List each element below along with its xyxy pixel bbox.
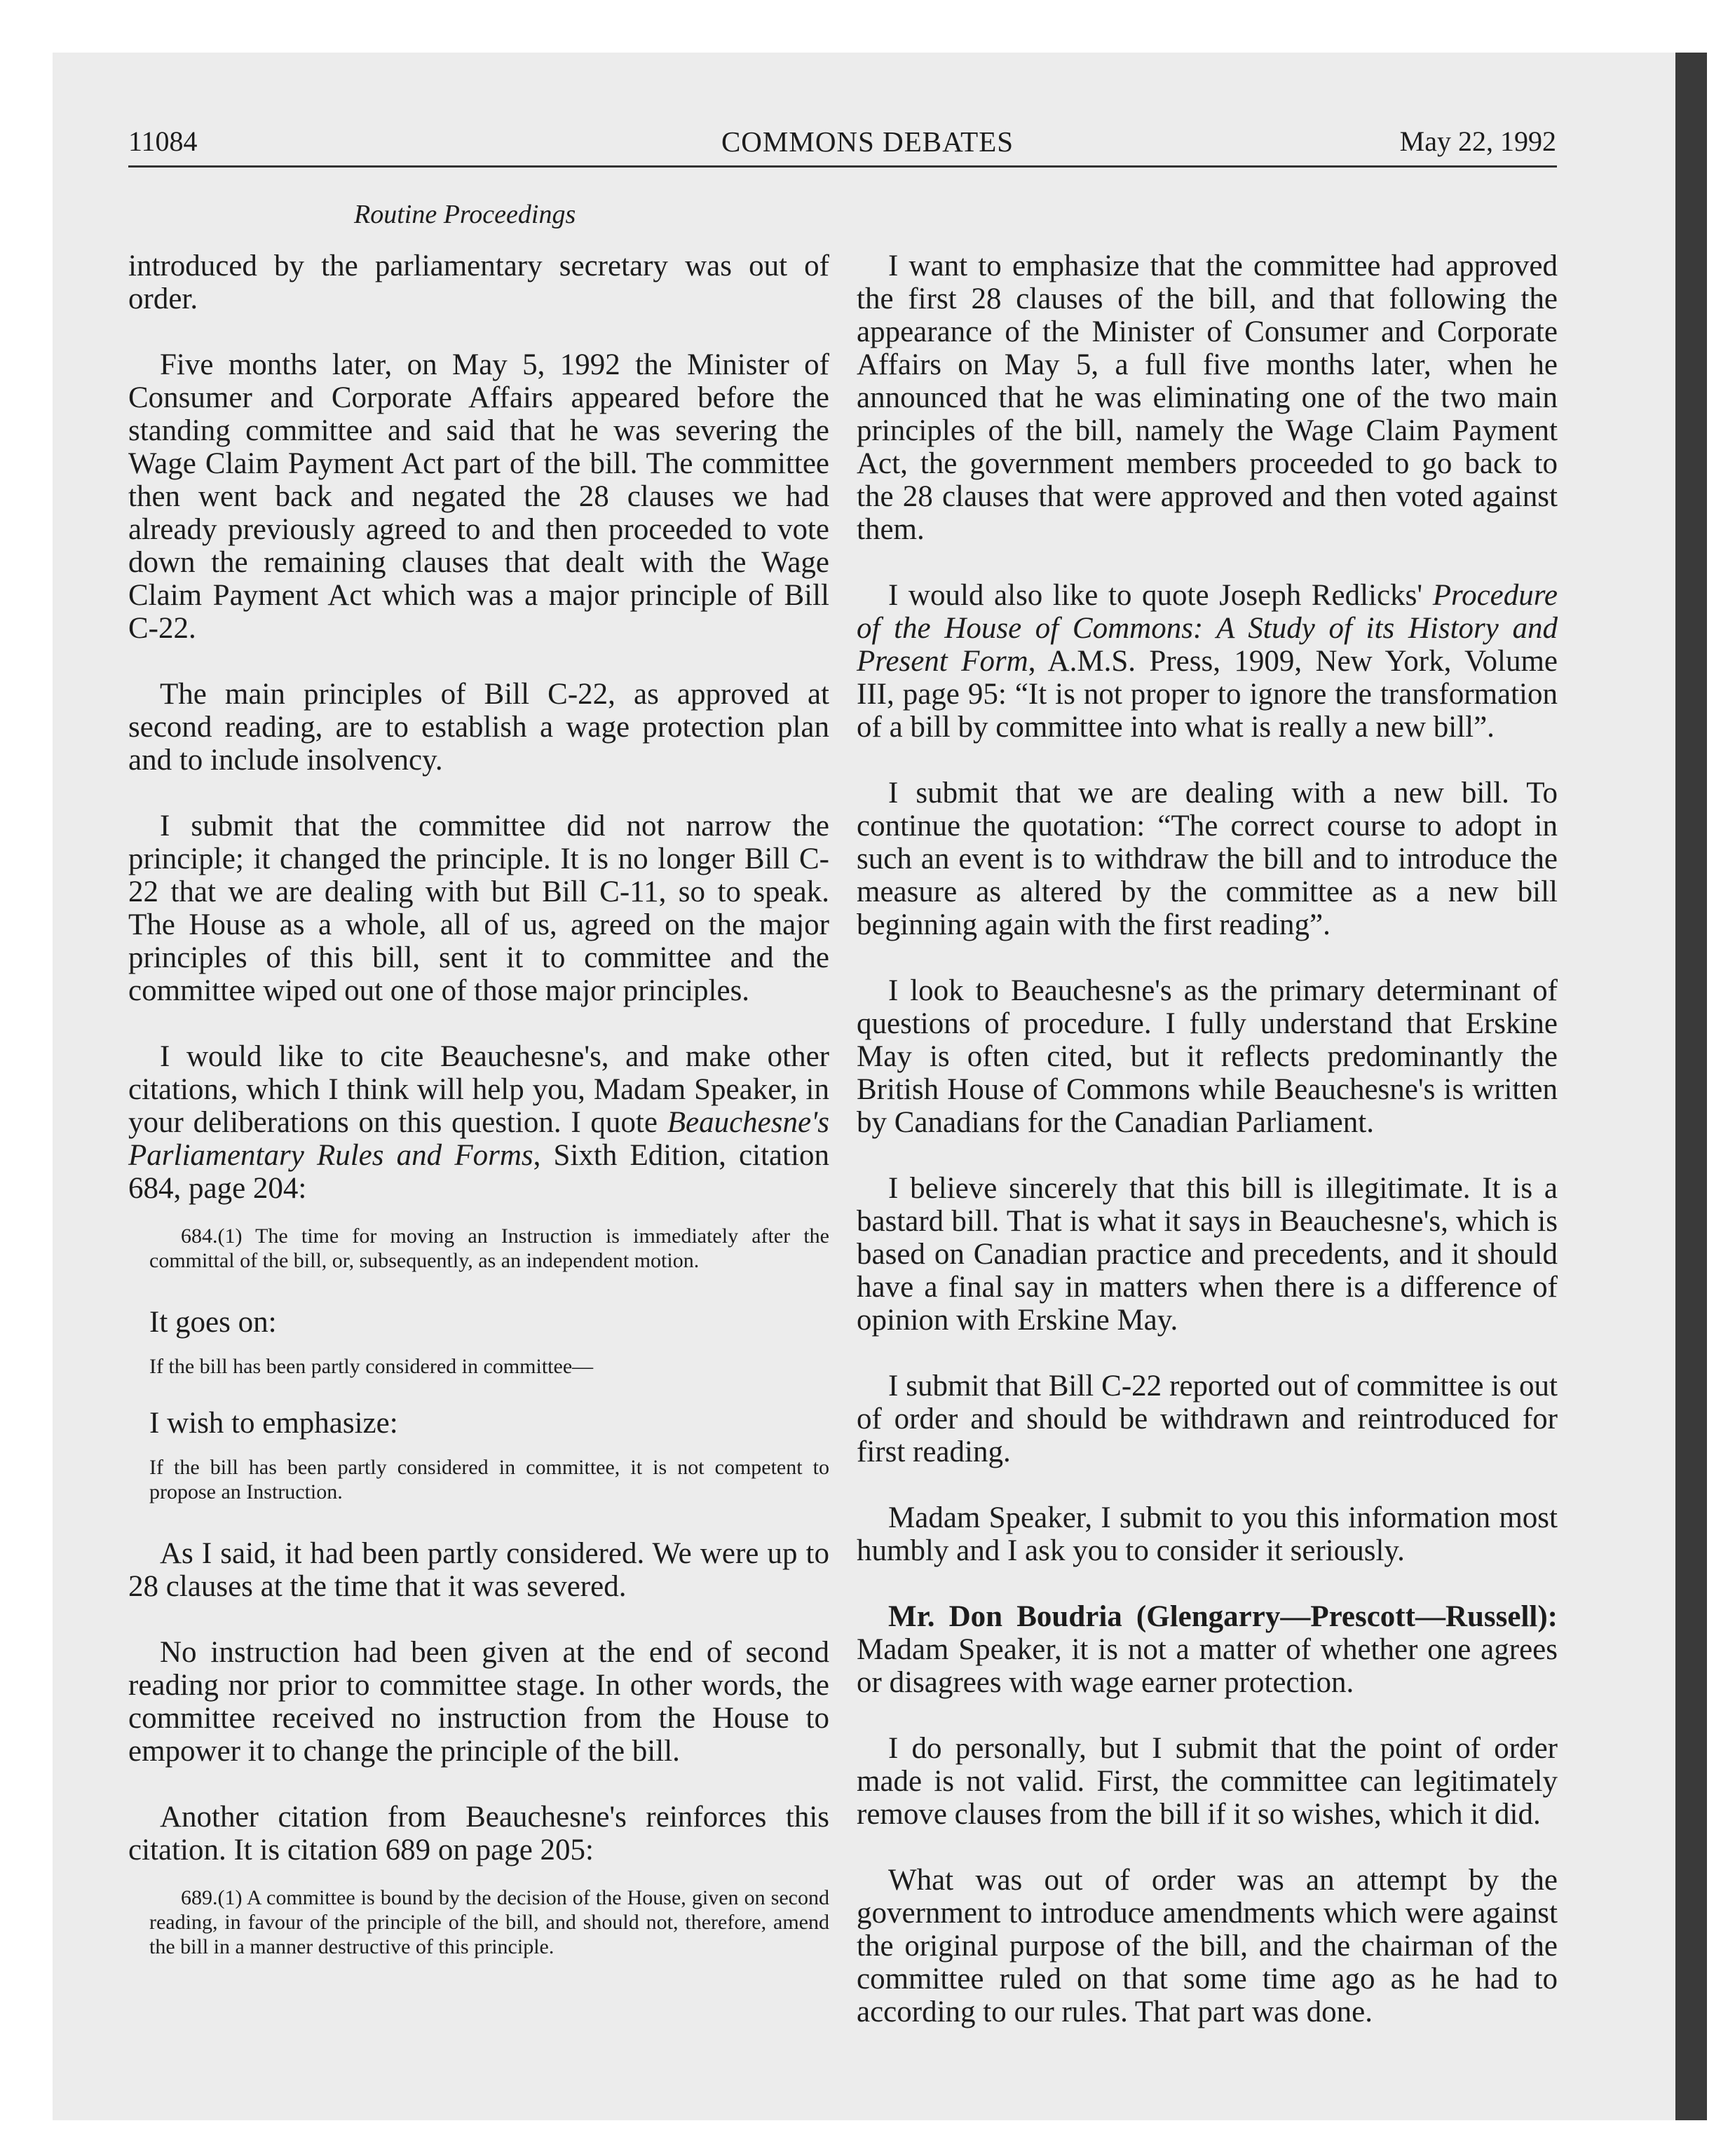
paragraph: introduced by the parliamentary secretary was out of order.: [128, 250, 829, 315]
paragraph: Madam Speaker, I submit to you this information most humbly and I ask you to consider it seriously.: [857, 1501, 1558, 1567]
page-number: 11084: [128, 125, 198, 157]
block-quote: If the bill has been partly considered in committee—: [149, 1355, 594, 1378]
publication-date: May 22, 1992: [1399, 125, 1556, 157]
block-quote: 689.(1) A committee is bound by the decision of the House, given on second reading, in favour of the principle of the bill, and should not, therefore, amend the bill in a manner destructive of this principle.: [149, 1886, 829, 1958]
speaker-name: Mr. Don Boudria (Glengarry—Prescott—Russell):: [888, 1600, 1558, 1633]
paragraph: What was out of order was an attempt by the government to introduce amendments which were against the original purpose of the bill, and the chairman of the committee ruled on that some time ago as he had to according to our rules. That part was done.: [857, 1864, 1558, 2028]
paragraph: I want to emphasize that the committee had approved the first 28 clauses of the bill, and that following the appearance of the Minister of Consumer and Corporate Affairs on May 5, a full five months later, when he announced that he was eliminating one of the two main principles of the bill, namely the Wage Claim Payment Act, the government members proceeded to go back to the 28 clauses that were approved and then voted against them.: [857, 250, 1558, 546]
header-rule: [128, 165, 1557, 168]
publication-title: COMMONS DEBATES: [721, 125, 1014, 158]
paragraph: [857, 1600, 1558, 1699]
section-title: Routine Proceedings: [354, 200, 576, 229]
right-column: [857, 250, 1558, 2061]
paragraph: I believe sincerely that this bill is illegitimate. It is a bastard bill. That is what it says in Beauchesne's, which is based on Canadian practice and precedents, and it should have a final say in matters when there is a difference of opinion with Erskine May.: [857, 1172, 1558, 1337]
block-quote: 684.(1) The time for moving an Instruction is immediately after the committal of the bill, or, subsequently, as an independent motion.: [149, 1224, 829, 1272]
paragraph-text: I would like to cite Beauchesne's, and make other citations, which I think will help you, Madam Speaker, in your deliberations on this question. I quote: [128, 1040, 829, 1139]
paragraph: [857, 579, 1558, 744]
cited-work-title: Beauchesne's Parliamentary Rules and Forms: [128, 1106, 829, 1172]
paragraph-text: , Sixth Edition, citation 684, page 204:: [128, 1139, 829, 1205]
paragraph: Another citation from Beauchesne's reinforces this citation. It is citation 689 on page 205:: [128, 1801, 829, 1867]
paragraph-text: I would also like to quote Joseph Redlicks': [888, 579, 1433, 612]
paragraph-text: Madam Speaker, it is not a matter of whether one agrees or disagrees with wage earner protection.: [857, 1633, 1558, 1699]
paragraph: No instruction had been given at the end of second reading nor prior to committee stage. In other words, the committee received no instruction from the House to empower it to change the principle of the bill.: [128, 1636, 829, 1768]
paragraph: I submit that the committee did not narrow the principle; it changed the principle. It is no longer Bill C-22 that we are dealing with but Bill C-11, so to speak. The House as a whole, all of us, agreed on the major principles of this bill, sent it to committee and the committee wiped out one of those major principles.: [128, 810, 829, 1007]
paragraph: I submit that Bill C-22 reported out of committee is out of order and should be withdrawn and reintroduced for first reading.: [857, 1370, 1558, 1468]
paragraph: Five months later, on May 5, 1992 the Minister of Consumer and Corporate Affairs appeared before the standing committee and said that he was severing the Wage Claim Payment Act part of the bill. The committee then went back and negated the 28 clauses we had already previously agreed to and then proceeded to vote down the remaining clauses that dealt with the Wage Claim Payment Act which was a major principle of Bill C-22.: [128, 348, 829, 645]
paragraph: As I said, it had been partly considered. We were up to 28 clauses at the time that it was severed.: [128, 1537, 829, 1603]
paragraph: I submit that we are dealing with a new bill. To continue the quotation: “The correct course to adopt in such an event is to withdraw the bill and to introduce the measure as altered by the committee as a new bill beginning again with the first reading”.: [857, 777, 1558, 941]
block-quote: If the bill has been partly considered in committee, it is not competent to propose an Instruction.: [149, 1456, 829, 1503]
scan-edge-bar: [1675, 53, 1707, 2120]
paragraph: I look to Beauchesne's as the primary determinant of questions of procedure. I fully understand that Erskine May is often cited, but it reflects predominantly the British House of Commons while Beauchesne's is written by Canadians for the Canadian Parliament.: [857, 974, 1558, 1139]
paragraph: [128, 1040, 829, 1205]
paragraph: It goes on:: [149, 1306, 277, 1339]
cited-work-title: Procedure of the House of Commons: A Study of its History and Present Form: [857, 579, 1558, 678]
paragraph-text: , A.M.S. Press, 1909, New York, Volume III, page 95: “It is not proper to ignore the transformation of a bill by committee into what is really a new bill”.: [857, 645, 1558, 744]
paragraph: I do personally, but I submit that the point of order made is not valid. First, the committee can legitimately remove clauses from the bill if it so wishes, which it did.: [857, 1732, 1558, 1831]
left-column: [128, 250, 829, 1992]
paragraph: I wish to emphasize:: [149, 1407, 398, 1440]
paragraph: The main principles of Bill C-22, as approved at second reading, are to establish a wage protection plan and to include insolvency.: [128, 678, 829, 777]
